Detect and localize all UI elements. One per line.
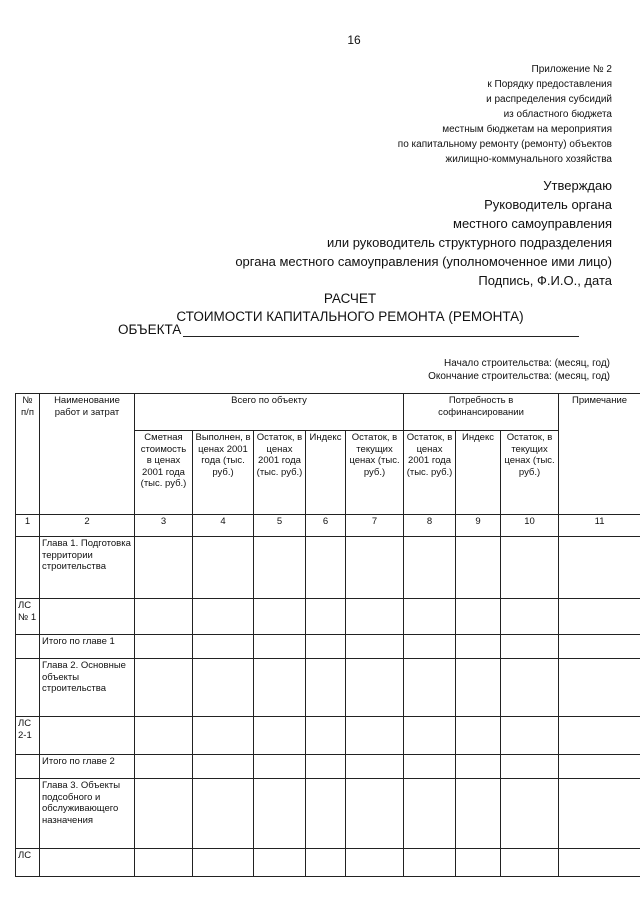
column-number: 7 (346, 515, 404, 537)
header-cofinancing: Потребность в софинансировании (404, 394, 559, 431)
appendix-note (398, 62, 612, 167)
value-cell (135, 717, 193, 755)
appendix-line: Приложение № 2 (531, 64, 612, 75)
value-cell (559, 755, 640, 779)
subheader-balance-current: Остаток, в текущих ценах (тыс. руб.) (346, 431, 404, 515)
value-cell (404, 779, 456, 849)
column-number: 3 (135, 515, 193, 537)
approval-block (235, 176, 612, 290)
row-number-cell (16, 635, 40, 659)
value-cell (559, 537, 640, 599)
appendix-line: жилищно-коммунального хозяйства (445, 154, 612, 165)
subheader-completed: Выполнен, в ценах 2001 года (тыс. руб.) (193, 431, 254, 515)
value-cell (559, 717, 640, 755)
row-name-cell (40, 599, 135, 635)
approval-line: Подпись, Ф.И.О., дата (478, 273, 612, 288)
value-cell (254, 849, 306, 877)
value-cell (306, 599, 346, 635)
header-num: № п/п (16, 394, 40, 515)
value-cell (501, 779, 559, 849)
value-cell (456, 755, 501, 779)
value-cell (501, 755, 559, 779)
value-cell (501, 717, 559, 755)
value-cell (346, 635, 404, 659)
end-date-label: Окончание строительства: (месяц, год) (428, 371, 610, 382)
value-cell (456, 779, 501, 849)
table-row (16, 635, 640, 659)
column-number: 9 (456, 515, 501, 537)
table-row (16, 779, 640, 849)
appendix-line: из областного бюджета (503, 109, 612, 120)
value-cell (501, 537, 559, 599)
value-cell (254, 779, 306, 849)
page-number: 16 (347, 33, 361, 47)
value-cell (404, 537, 456, 599)
value-cell (501, 659, 559, 717)
value-cell (456, 717, 501, 755)
value-cell (346, 659, 404, 717)
value-cell (193, 755, 254, 779)
value-cell (254, 717, 306, 755)
table-row (16, 717, 640, 755)
row-number-cell: ЛС № 1 (16, 599, 40, 635)
value-cell (559, 779, 640, 849)
column-number: 6 (306, 515, 346, 537)
value-cell (306, 659, 346, 717)
row-number-cell (16, 755, 40, 779)
value-cell (306, 537, 346, 599)
value-cell (193, 717, 254, 755)
value-cell (346, 849, 404, 877)
column-number: 4 (193, 515, 254, 537)
row-name-cell: Глава 1. Подготовка территории строительства (40, 537, 135, 599)
row-name-cell: Глава 2. Основные объекты строительства (40, 659, 135, 717)
header-note: Примечание (559, 394, 640, 515)
value-cell (404, 599, 456, 635)
value-cell (404, 849, 456, 877)
approval-line: органа местного самоуправления (уполномоченное ими лицо) (235, 254, 612, 269)
value-cell (346, 717, 404, 755)
approval-line: Утверждаю (543, 178, 612, 193)
cost-table (15, 393, 640, 877)
value-cell (456, 635, 501, 659)
row-name-cell (40, 849, 135, 877)
value-cell (346, 779, 404, 849)
row-number-cell (16, 659, 40, 717)
header-total: Всего по объекту (135, 394, 404, 431)
subheader-balance-2001: Остаток, в ценах 2001 года (тыс. руб.) (254, 431, 306, 515)
table-row (16, 599, 640, 635)
value-cell (254, 599, 306, 635)
value-cell (501, 635, 559, 659)
value-cell (404, 717, 456, 755)
value-cell (306, 635, 346, 659)
value-cell (404, 755, 456, 779)
table-row (16, 537, 640, 599)
column-number: 10 (501, 515, 559, 537)
column-number: 11 (559, 515, 640, 537)
value-cell (456, 849, 501, 877)
object-label: ОБЪЕКТА (118, 322, 182, 337)
value-cell (559, 659, 640, 717)
value-cell (254, 755, 306, 779)
value-cell (404, 635, 456, 659)
value-cell (135, 599, 193, 635)
value-cell (346, 537, 404, 599)
value-cell (135, 849, 193, 877)
value-cell (193, 537, 254, 599)
column-number: 1 (16, 515, 40, 537)
appendix-line: и распределения субсидий (486, 94, 612, 105)
row-name-cell: Итого по главе 2 (40, 755, 135, 779)
value-cell (501, 849, 559, 877)
value-cell (135, 779, 193, 849)
object-name-blank[interactable] (183, 321, 579, 337)
value-cell (346, 599, 404, 635)
start-date-label: Начало строительства: (месяц, год) (444, 358, 610, 369)
value-cell (456, 599, 501, 635)
table-row (16, 849, 640, 877)
row-number-cell (16, 779, 40, 849)
row-name-cell: Глава 3. Объекты подсобного и обслуживающего назначения (40, 779, 135, 849)
appendix-line: к Порядку предоставления (487, 79, 612, 90)
appendix-line: по капитальному ремонту (ремонту) объектов (397, 139, 612, 150)
subheader-cofin-index: Индекс (456, 431, 501, 515)
value-cell (456, 659, 501, 717)
value-cell (135, 537, 193, 599)
value-cell (254, 659, 306, 717)
header-name: Наименование работ и затрат (40, 394, 135, 515)
row-number-cell: ЛС 2-1 (16, 717, 40, 755)
title-line-1: РАСЧЕТ (323, 291, 377, 306)
title-line-2: СТОИМОСТИ КАПИТАЛЬНОГО РЕМОНТА (РЕМОНТА) (176, 309, 524, 324)
value-cell (193, 779, 254, 849)
value-cell (306, 779, 346, 849)
value-cell (254, 635, 306, 659)
value-cell (306, 849, 346, 877)
column-number-row (16, 515, 640, 537)
subheader-estimated-cost: Сметная стоимость в ценах 2001 года (тыс. руб.) (135, 431, 193, 515)
approval-line: местного самоуправления (453, 216, 612, 231)
value-cell (135, 659, 193, 717)
value-cell (193, 635, 254, 659)
row-number-cell (16, 537, 40, 599)
column-number: 8 (404, 515, 456, 537)
subheader-cofin-balance-2001: Остаток, в ценах 2001 года (тыс. руб.) (404, 431, 456, 515)
table-row (16, 755, 640, 779)
value-cell (193, 659, 254, 717)
row-name-cell (40, 717, 135, 755)
value-cell (559, 635, 640, 659)
value-cell (135, 755, 193, 779)
value-cell (193, 849, 254, 877)
row-name-cell: Итого по главе 1 (40, 635, 135, 659)
approval-line: или руководитель структурного подразделения (327, 235, 612, 250)
construction-dates (428, 357, 610, 383)
value-cell (404, 659, 456, 717)
value-cell (501, 599, 559, 635)
value-cell (193, 599, 254, 635)
column-number: 2 (40, 515, 135, 537)
subheader-index: Индекс (306, 431, 346, 515)
appendix-line: местным бюджетам на мероприятия (442, 124, 612, 135)
value-cell (306, 717, 346, 755)
value-cell (254, 537, 306, 599)
value-cell (559, 599, 640, 635)
subheader-cofin-balance-current: Остаток, в текущих ценах (тыс. руб.) (501, 431, 559, 515)
column-number: 5 (254, 515, 306, 537)
value-cell (456, 537, 501, 599)
value-cell (306, 755, 346, 779)
value-cell (135, 635, 193, 659)
value-cell (346, 755, 404, 779)
row-number-cell: ЛС (16, 849, 40, 877)
value-cell (559, 849, 640, 877)
approval-line: Руководитель органа (484, 197, 612, 212)
table-row (16, 659, 640, 717)
object-field (118, 321, 579, 337)
